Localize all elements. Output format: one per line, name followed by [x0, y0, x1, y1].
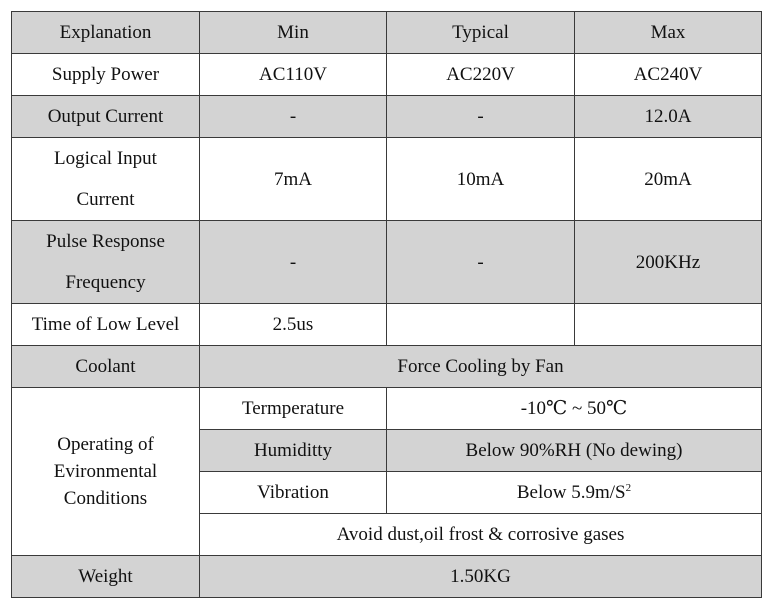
supply-power-max: AC240V: [575, 54, 762, 96]
supply-power-typical: AC220V: [387, 54, 575, 96]
environment-label-line3: Conditions: [63, 488, 148, 509]
vibration-superscript: 2: [625, 482, 632, 494]
supply-power-min: AC110V: [200, 54, 387, 96]
vibration-value: Below 5.9m/S: [516, 482, 626, 503]
vibration-value-cell: [387, 472, 762, 514]
low-level-time-typical: [387, 304, 575, 346]
output-current-max: 12.0A: [575, 96, 762, 138]
pulse-response-max: 200KHz: [575, 221, 762, 304]
environment-note: Avoid dust,oil frost & corrosive gases: [200, 514, 762, 556]
coolant-value: Force Cooling by Fan: [200, 346, 762, 388]
environment-label: [12, 388, 200, 556]
weight-label: Weight: [12, 556, 200, 598]
temperature-label: Termperature: [200, 388, 387, 430]
header-explanation: Explanation: [12, 12, 200, 54]
logical-input-current-label-line2: Current: [76, 189, 135, 210]
header-row: [12, 12, 762, 54]
weight-row: [12, 556, 762, 598]
vibration-label: Vibration: [200, 472, 387, 514]
pulse-response-min: -: [200, 221, 387, 304]
humidity-label: Humiditty: [200, 430, 387, 472]
supply-power-label: Supply Power: [12, 54, 200, 96]
logical-input-current-typical: 10mA: [387, 138, 575, 221]
supply-power-row: [12, 54, 762, 96]
pulse-response-label-line1: Pulse Response: [46, 231, 165, 252]
logical-input-current-row: [12, 138, 762, 221]
header-min: Min: [200, 12, 387, 54]
pulse-response-label: [12, 221, 200, 304]
logical-input-current-label: [12, 138, 200, 221]
low-level-time-min: 2.5us: [200, 304, 387, 346]
humidity-value: Below 90%RH (No dewing): [387, 430, 762, 472]
logical-input-current-max: 20mA: [575, 138, 762, 221]
pulse-response-typical: -: [387, 221, 575, 304]
pulse-response-label-line2: Frequency: [65, 272, 146, 293]
low-level-time-label: Time of Low Level: [12, 304, 200, 346]
logical-input-current-label-line1: Logical Input: [54, 148, 157, 169]
output-current-typical: -: [387, 96, 575, 138]
header-typical: Typical: [387, 12, 575, 54]
temperature-value: -10℃ ~ 50℃: [387, 388, 762, 430]
low-level-time-row: [12, 304, 762, 346]
coolant-label: Coolant: [12, 346, 200, 388]
pulse-response-row: [12, 221, 762, 304]
spec-table: [11, 11, 762, 598]
weight-value: 1.50KG: [200, 556, 762, 598]
output-current-label: Output Current: [12, 96, 200, 138]
output-current-row: [12, 96, 762, 138]
environment-label-line2: Evironmental: [53, 461, 158, 482]
environment-label-line1: Operating of: [57, 434, 154, 455]
temperature-row: [12, 388, 762, 430]
output-current-min: -: [200, 96, 387, 138]
low-level-time-max: [575, 304, 762, 346]
logical-input-current-min: 7mA: [200, 138, 387, 221]
coolant-row: [12, 346, 762, 388]
header-max: Max: [575, 12, 762, 54]
